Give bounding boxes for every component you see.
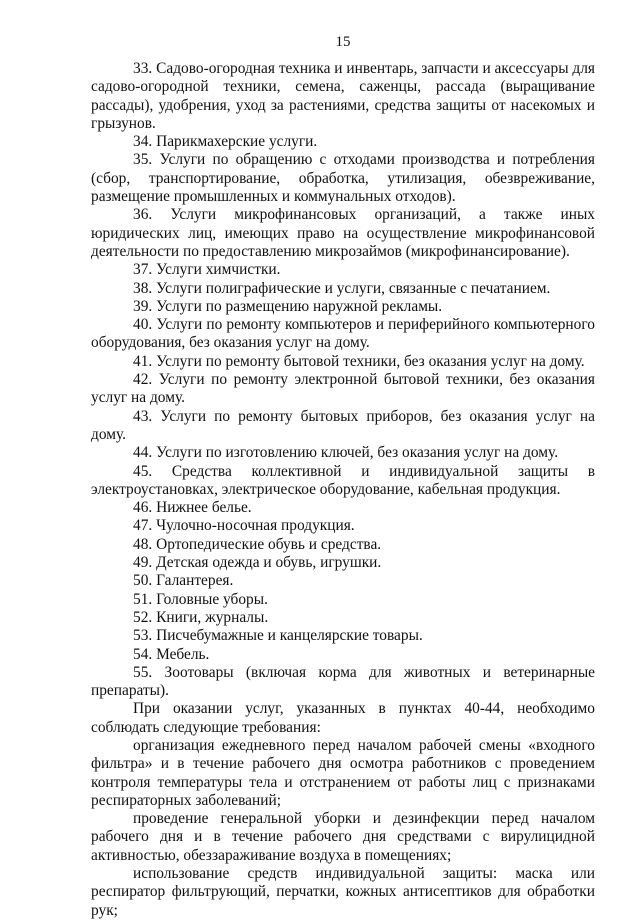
paragraph-24: При оказании услуг, указанных в пунктах 40-44, необходимо соблюдать следующие требования:: [91, 700, 595, 736]
paragraph-27: использование средств индивидуальной защиты: маска или респиратор фильтрующий, перчатки, кожных антисептиков для обработки рук;: [91, 865, 595, 919]
paragraph-3: 35. Услуги по обращению с отходами производства и потребления (сбор, транспортирование, обработка, утилизация, обезвреживание, размещение промышленных и коммунальных отходов).: [91, 151, 595, 206]
paragraph-6: 38. Услуги полиграфические и услуги, связанные с печатанием.: [133, 279, 551, 297]
paragraph-1: 33. Садово-огородная техника и инвентарь, запчасти и аксессуары для садово-огородной техники, семена, саженцы, рассада (выращивание рассады), удобрения, уход за растениями, средства защиты от насекомых и грызунов.: [91, 60, 595, 132]
paragraph-16: 48. Ортопедические обувь и средства.: [133, 535, 382, 553]
paragraph-19: 51. Головные уборы.: [133, 590, 268, 608]
paragraph-11: 43. Услуги по ремонту бытовых приборов, без оказания услуг на дому.: [91, 407, 595, 443]
document-body: [91, 60, 595, 920]
paragraph-20: 52. Книги, журналы.: [133, 608, 269, 626]
paragraph-10: 42. Услуги по ремонту электронной бытовой техники, без оказания услуг на дому.: [91, 371, 595, 407]
paragraph-17: 49. Детская одежда и обувь, игрушки.: [133, 554, 382, 572]
paragraph-23: 55. Зоотовары (включая корма для животных и ветеринарные препараты).: [91, 663, 595, 700]
paragraph-26: проведение генеральной уборки и дезинфекции перед началом рабочего дня и в течение рабочего дня средствами с вирулицидной активностью, обеззараживание воздуха в помещениях;: [91, 810, 595, 864]
paragraph-22: 54. Мебель.: [133, 645, 210, 663]
paragraph-21: 53. Писчебумажные и канцелярские товары.: [133, 627, 423, 645]
paragraph-15: 47. Чулочно-носочная продукция.: [133, 517, 355, 535]
paragraph-12: 44. Услуги по изготовлению ключей, без оказания услуг на дому.: [133, 444, 559, 462]
page-number: 15: [335, 34, 351, 50]
paragraph-5: 37. Услуги химчистки.: [133, 261, 281, 279]
paragraph-9: 41. Услуги по ремонту бытовой техники, без оказания услуг на дому.: [133, 352, 585, 370]
paragraph-4: 36. Услуги микрофинансовых организаций, а также иных юридических лиц, имеющих право на осуществление микрофинансовой деятельности по предоставлению микрозаймов (микрофинансирование).: [91, 206, 595, 260]
paragraph-2: 34. Парикмахерские услуги.: [133, 133, 318, 151]
paragraph-13: 45. Средства коллективной и индивидуальной защиты в электроустановках, электрическое оборудование, кабельная продукция.: [91, 462, 595, 498]
paragraph-18: 50. Галантерея.: [133, 572, 234, 590]
paragraph-8: 40. Услуги по ремонту компьютеров и периферийного компьютерного оборудования, без оказания услуг на дому.: [91, 316, 595, 352]
paragraph-25: организация ежедневного перед началом рабочей смены «входного фильтра» и в течение рабочего дня осмотра работников с проведением контроля температуры тела и отстранением от работы лиц с признаками респираторных заболеваний;: [91, 736, 595, 809]
paragraph-14: 46. Нижнее белье.: [133, 499, 252, 517]
paragraph-7: 39. Услуги по размещению наружной рекламы.: [133, 297, 443, 315]
